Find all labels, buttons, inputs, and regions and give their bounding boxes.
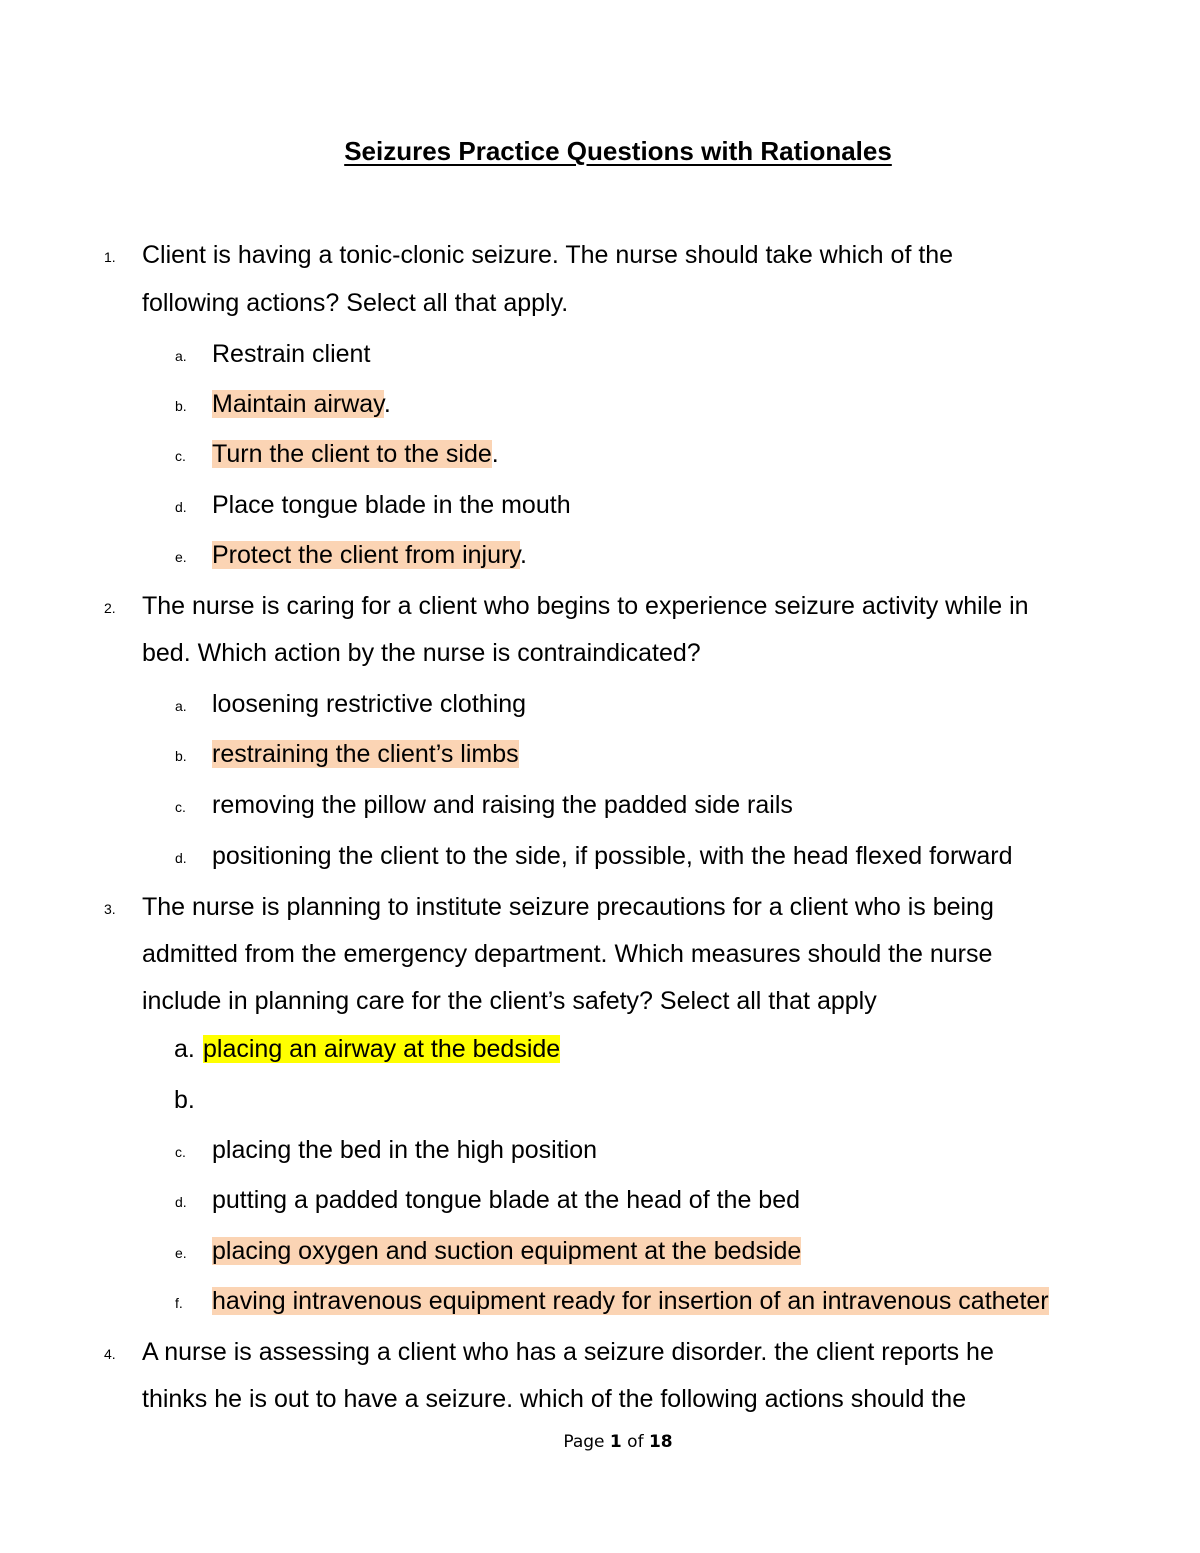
option-letter: d. <box>175 1194 187 1210</box>
option-text <box>212 1235 801 1267</box>
option-text <box>212 738 519 770</box>
question-text-line: include in planning care for the client’s safety? Select all that apply <box>142 987 877 1015</box>
answer-highlight: restraining the client’s limbs <box>212 740 519 768</box>
answer-highlight: Protect the client from injury <box>212 541 520 569</box>
page-title: Seizures Practice Questions with Rationales <box>344 136 892 166</box>
option-letter: c. <box>175 1144 186 1160</box>
option-text: Turn the client to the side. <box>212 440 499 468</box>
option-text: positioning the client to the side, if possible, with the head flexed forward <box>212 842 1013 870</box>
question-text-line: A nurse is assessing a client who has a seizure disorder. the client reports he <box>142 1338 994 1366</box>
question-number: 2. <box>104 600 116 616</box>
option-letter: d. <box>175 499 187 515</box>
option-letter: b. <box>174 1086 195 1114</box>
question-number: 4. <box>104 1346 116 1362</box>
option-text: Protect the client from injury. <box>212 541 527 569</box>
option-letter: a. <box>175 698 187 714</box>
question-text-line: Client is having a tonic-clonic seizure. The nurse should take which of the <box>142 241 954 269</box>
question-number: 3. <box>104 901 116 917</box>
option-text: Place tongue blade in the mouth <box>212 491 571 519</box>
question-number: 1. <box>104 249 116 265</box>
footer-total-pages: 18 <box>648 1432 673 1452</box>
answer-highlight: having intravenous equipment ready for insertion of an intravenous catheter <box>212 1287 1049 1315</box>
option-letter: d. <box>175 850 187 866</box>
option-letter: e. <box>175 1245 187 1261</box>
question-text-line: following actions? Select all that apply. <box>142 289 569 317</box>
option-letter: e. <box>175 549 187 565</box>
answer-highlight: placing oxygen and suction equipment at the bedside <box>212 1237 802 1265</box>
answer-highlight: Turn the client to the side <box>212 440 492 468</box>
option-letter: b. <box>175 748 187 764</box>
option-letter: a. <box>174 1035 195 1063</box>
option-text: loosening restrictive clothing <box>212 690 527 718</box>
option-letter: f. <box>175 1295 183 1311</box>
question-text-line: bed. Which action by the nurse is contraindicated? <box>142 639 701 667</box>
footer-current-page: 1 <box>609 1432 622 1452</box>
option-letter: b. <box>175 398 187 414</box>
question-text-line: The nurse is caring for a client who begins to experience seizure activity while in <box>142 592 1029 620</box>
option-text <box>203 1033 560 1065</box>
question-text-line: The nurse is planning to institute seizure precautions for a client who is being <box>142 893 994 921</box>
page-footer <box>0 1432 1200 1452</box>
option-text: Restrain client <box>212 340 371 368</box>
option-letter: a. <box>175 348 187 364</box>
question-text-line: thinks he is out to have a seizure. which of the following actions should the <box>142 1385 967 1413</box>
option-text: removing the pillow and raising the padded side rails <box>212 791 793 819</box>
option-text: Maintain airway. <box>212 390 391 418</box>
option-letter: c. <box>175 799 186 815</box>
footer-of-word: of <box>627 1432 644 1452</box>
option-letter: c. <box>175 448 186 464</box>
question-text-line: admitted from the emergency department. Which measures should the nurse <box>142 940 993 968</box>
option-text <box>212 1285 1049 1317</box>
answer-highlight: placing an airway at the bedside <box>203 1035 561 1063</box>
option-text: putting a padded tongue blade at the head of the bed <box>212 1186 801 1214</box>
answer-highlight: Maintain airway <box>212 390 384 418</box>
option-text: placing the bed in the high position <box>212 1136 598 1164</box>
footer-page-word: Page <box>563 1432 605 1452</box>
